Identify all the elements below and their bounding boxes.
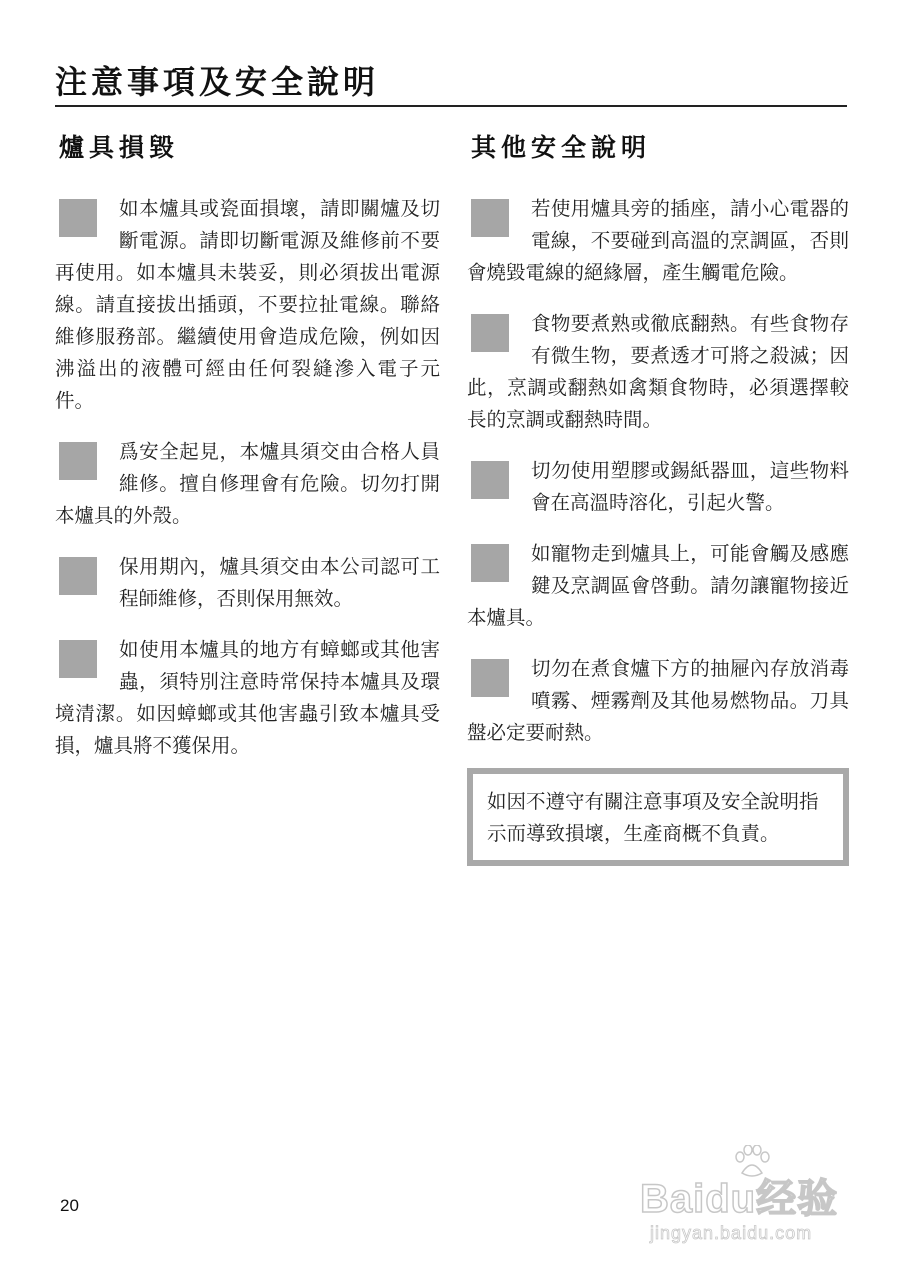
disclaimer-note: 如因不遵守有關注意事項及安全說明指示而導致損壞，生產商概不負責。 bbox=[467, 768, 849, 866]
paragraph-text: 若使用爐具旁的插座，請小心電器的電線，不要碰到高溫的烹調區，否則會燒毀電線的絕緣層，產生觸電危險。 bbox=[467, 197, 849, 284]
paragraph-text: 爲安全起見，本爐具須交由合格人員維修。擅自修理會有危險。切勿打開本爐具的外殼。 bbox=[55, 440, 440, 527]
bullet-square-icon bbox=[471, 544, 509, 582]
list-item bbox=[467, 653, 849, 749]
bullet-square-icon bbox=[59, 640, 97, 678]
bullet-square-icon bbox=[471, 314, 509, 352]
list-item bbox=[55, 436, 440, 532]
watermark-url: jingyan.baidu.com bbox=[650, 1223, 813, 1243]
paragraph-text: 切勿在煮食爐下方的抽屜內存放消毒噴霧、煙霧劑及其他易燃物品。刀具盤必定要耐熱。 bbox=[467, 657, 849, 744]
list-item bbox=[467, 455, 849, 519]
list-item bbox=[467, 308, 849, 436]
watermark-logo: Baidu经验 bbox=[640, 1177, 839, 1221]
list-item bbox=[55, 551, 440, 615]
page-number: 20 bbox=[60, 1196, 79, 1215]
paragraph-text: 如使用本爐具的地方有蟑螂或其他害蟲，須特別注意時常保持本爐具及環境清潔。如因蟑螂或其他害蟲引致本爐具受損，爐具將不獲保用。 bbox=[55, 638, 440, 757]
bullet-square-icon bbox=[59, 442, 97, 480]
title-divider bbox=[55, 105, 847, 107]
paragraph-text: 食物要煮熟或徹底翻熱。有些食物存有微生物，要煮透才可將之殺滅；因此，烹調或翻熱如禽類食物時，必須選擇較長的烹調或翻熱時間。 bbox=[467, 312, 849, 431]
list-item bbox=[467, 538, 849, 634]
list-item bbox=[55, 193, 440, 417]
section-heading-damage: 爐具損毀 bbox=[59, 133, 180, 162]
section-heading-other-safety: 其他安全說明 bbox=[471, 133, 652, 162]
list-item bbox=[55, 634, 440, 762]
paragraph-text: 保用期內，爐具須交由本公司認可工程師維修，否則保用無效。 bbox=[119, 555, 440, 610]
bullet-square-icon bbox=[471, 461, 509, 499]
bullet-square-icon bbox=[59, 199, 97, 237]
paragraph-text: 如本爐具或瓷面損壞，請即關爐及切斷電源。請即切斷電源及維修前不要再使用。如本爐具未裝妥，則必須拔出電源線。請直接拔出插頭，不要拉扯電線。聯絡維修服務部。繼續使用會造成危險，例如因沸溢出的液體可經由任何裂縫滲入電子元件。 bbox=[55, 197, 440, 412]
bullet-square-icon bbox=[471, 199, 509, 237]
paragraph-text: 如寵物走到爐具上，可能會觸及感應鍵及烹調區會啓動。請勿讓寵物接近本爐具。 bbox=[467, 542, 849, 629]
list-item bbox=[467, 193, 849, 289]
page-title: 注意事項及安全說明 bbox=[55, 63, 380, 101]
paragraph-text: 切勿使用塑膠或錫紙器皿，這些物料會在高溫時溶化，引起火警。 bbox=[531, 459, 849, 514]
left-column bbox=[55, 128, 440, 781]
bullet-square-icon bbox=[471, 659, 509, 697]
watermark bbox=[640, 1145, 870, 1255]
bullet-square-icon bbox=[59, 557, 97, 595]
right-column bbox=[467, 128, 849, 866]
